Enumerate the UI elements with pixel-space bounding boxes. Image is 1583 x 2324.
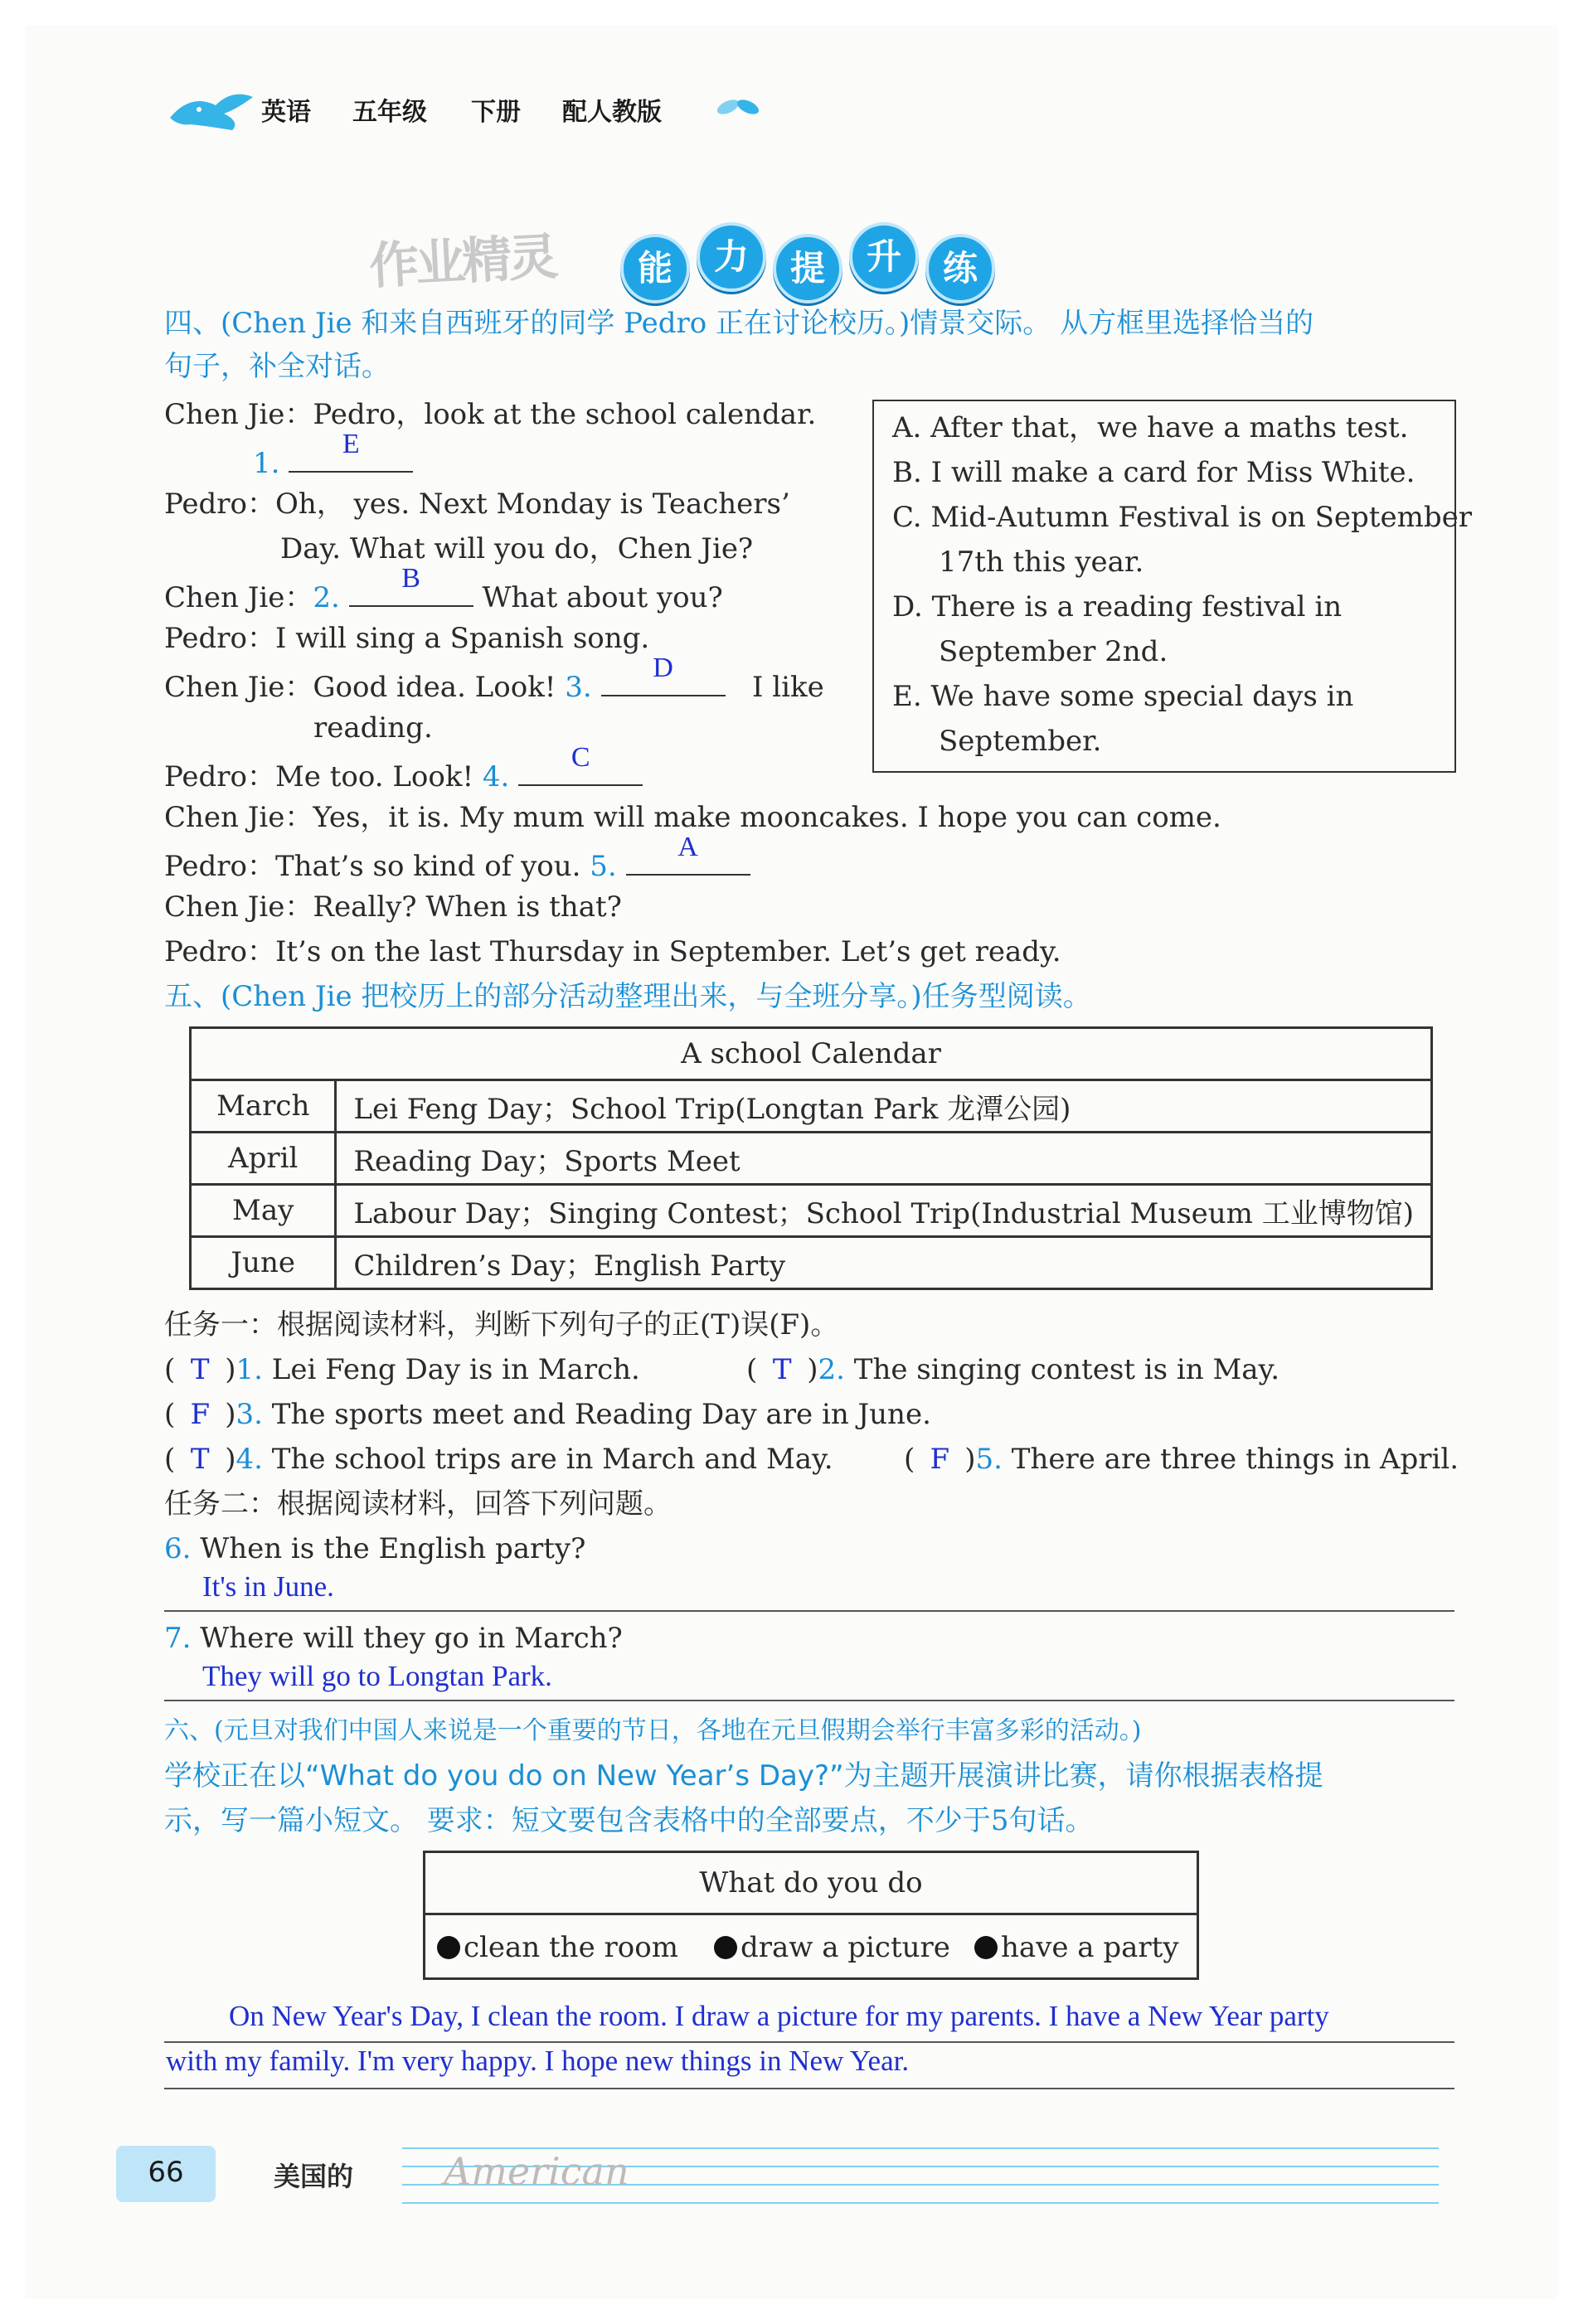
dialogue-line: Pedro：Me too. Look! 4. C	[164, 754, 643, 795]
banner-char: 练	[925, 234, 995, 303]
tf-item-3: ( F )3. The sports meet and Reading Day are in June.	[164, 1398, 931, 1431]
calendar-table	[189, 1026, 1433, 1290]
calendar-events: Children’s Day；English Party	[336, 1237, 1432, 1289]
section5-title: 五、(Chen Jie 把校历上的部分活动整理出来，与全班分享。)任务型阅读。	[164, 980, 1091, 1013]
dialogue-line: Chen Jie：Good idea. Look! 3. D I like	[164, 665, 824, 706]
header-term: 下册	[471, 98, 521, 127]
dialogue-blank-1: 1. E	[253, 441, 413, 482]
option: C. Mid-Autumn Festival is on September	[892, 501, 1472, 534]
bullet-icon	[974, 1936, 998, 1959]
activity-item: clean the room	[437, 1929, 678, 1966]
footer-word-en: American	[444, 2149, 629, 2194]
dialogue-line: Pedro：Oh， yes. Next Monday is Teachers’	[164, 488, 790, 521]
tf-item-2: ( T )2. The singing contest is in May.	[746, 1353, 1280, 1386]
tf-item-5: ( F )5. There are three things in April.	[904, 1443, 1459, 1476]
banner-char: 提	[773, 234, 842, 303]
answer-1: E	[342, 429, 360, 459]
page-number: 66	[148, 2156, 184, 2189]
option: D. There is a reading festival in	[892, 590, 1343, 623]
header-subject: 英语	[261, 98, 311, 127]
option: B. I will make a card for Miss White.	[892, 456, 1415, 489]
bullet-icon	[437, 1936, 460, 1959]
essay-line-2: with my family. I'm very happy. I hope new things in New Year.	[166, 2045, 910, 2077]
calendar-month: May	[191, 1185, 336, 1237]
answer-line	[164, 2088, 1454, 2089]
tf-item-1: ( T )1. Lei Feng Day is in March.	[164, 1353, 640, 1386]
dialogue-line: Pedro：That’s so kind of you. 5. A	[164, 844, 750, 885]
activity-item: draw a picture	[714, 1929, 950, 1966]
option: September.	[939, 725, 1102, 758]
calendar-title: A school Calendar	[191, 1028, 1432, 1080]
section6-line2: 学校正在以“What do you do on New Year’s Day?”为主题开展演讲比赛，请你根据表格提	[164, 1759, 1323, 1793]
tf-item-4: ( T )4. The school trips are in March and May.	[164, 1443, 833, 1476]
calendar-events: Labour Day；Singing Contest；School Trip(Industrial Museum 工业博物馆)	[336, 1185, 1432, 1237]
answer-line	[164, 1700, 1454, 1701]
leaf-icon	[713, 95, 763, 119]
answer-6: It's in June.	[202, 1570, 334, 1603]
essay-line-1: On New Year's Day, I clean the room. I draw a picture for my parents. I have a New Year party	[229, 2000, 1329, 2032]
bullet-icon	[714, 1936, 737, 1959]
dialogue-line: Pedro：I will sing a Spanish song.	[164, 622, 650, 655]
dialogue-line: reading.	[313, 711, 433, 745]
header-edition: 配人教版	[562, 98, 662, 127]
question-6: 6. When is the English party?	[164, 1532, 586, 1565]
dialogue-line: Chen Jie：2. B What about you?	[164, 575, 723, 616]
question-7: 7. Where will they go in March?	[164, 1622, 623, 1655]
banner-char: 能	[620, 234, 690, 303]
option: A. After that，we have a maths test.	[892, 411, 1409, 444]
answer-line	[164, 1610, 1454, 1612]
calendar-month: June	[191, 1237, 336, 1289]
calendar-month: March	[191, 1080, 336, 1133]
task1-heading: 任务一：根据阅读材料，判断下列句子的正(T)误(F)。	[164, 1308, 839, 1342]
options-box	[872, 400, 1472, 773]
calendar-month: April	[191, 1133, 336, 1185]
answer-3: D	[653, 653, 673, 683]
handwriting-lines	[402, 2147, 1439, 2205]
header-grade: 五年级	[352, 98, 427, 127]
option: 17th this year.	[939, 546, 1144, 579]
dialogue-line: Chen Jie：Pedro，look at the school calendar.	[164, 398, 817, 431]
section6-title: 六、(元旦对我们中国人来说是一个重要的节日，各地在元旦假期会举行丰富多彩的活动。)	[164, 1716, 1142, 1745]
dialogue-line: Pedro：It’s on the last Thursday in September. Let’s get ready.	[164, 935, 1061, 968]
watermark: 作业精灵	[367, 228, 556, 296]
answer-2: B	[401, 563, 420, 594]
page	[25, 25, 1558, 2299]
activities-table	[423, 1851, 1199, 1980]
activities-title: What do you do	[699, 1866, 923, 1899]
dialogue-line: Chen Jie：Yes，it is. My mum will make mooncakes. I hope you can come.	[164, 801, 1221, 834]
answer-line	[164, 2041, 1454, 2043]
section6-line3: 示，写一篇小短文。 要求：短文要包含表格中的全部要点，不少于5句话。	[164, 1804, 1094, 1837]
calendar-events: Reading Day；Sports Meet	[336, 1133, 1432, 1185]
option: E. We have some special days in	[892, 680, 1354, 713]
answer-5: A	[677, 832, 698, 862]
banner-char: 升	[849, 222, 919, 292]
section4-title: 四、(Chen Jie 和来自西班牙的同学 Pedro 正在讨论校历。)情景交际。 从方框里选择恰当的	[164, 307, 1314, 340]
bird-logo-icon	[166, 85, 257, 134]
section4-title-line2: 句子，补全对话。	[164, 350, 390, 383]
banner-char: 力	[697, 222, 766, 292]
task2-heading: 任务二：根据阅读材料，回答下列问题。	[164, 1487, 672, 1521]
calendar-events: Lei Feng Day；School Trip(Longtan Park 龙潭公园)	[336, 1080, 1432, 1133]
dialogue-line: Day. What will you do，Chen Jie?	[280, 532, 754, 565]
answer-4: C	[571, 742, 590, 773]
dialogue-line: Chen Jie：Really? When is that?	[164, 890, 622, 924]
option: September 2nd.	[939, 635, 1168, 668]
answer-7: They will go to Longtan Park.	[202, 1660, 552, 1692]
activity-item: have a party	[974, 1929, 1179, 1966]
page-number-badge	[116, 2146, 216, 2202]
footer-word-cn: 美国的	[274, 2161, 354, 2192]
